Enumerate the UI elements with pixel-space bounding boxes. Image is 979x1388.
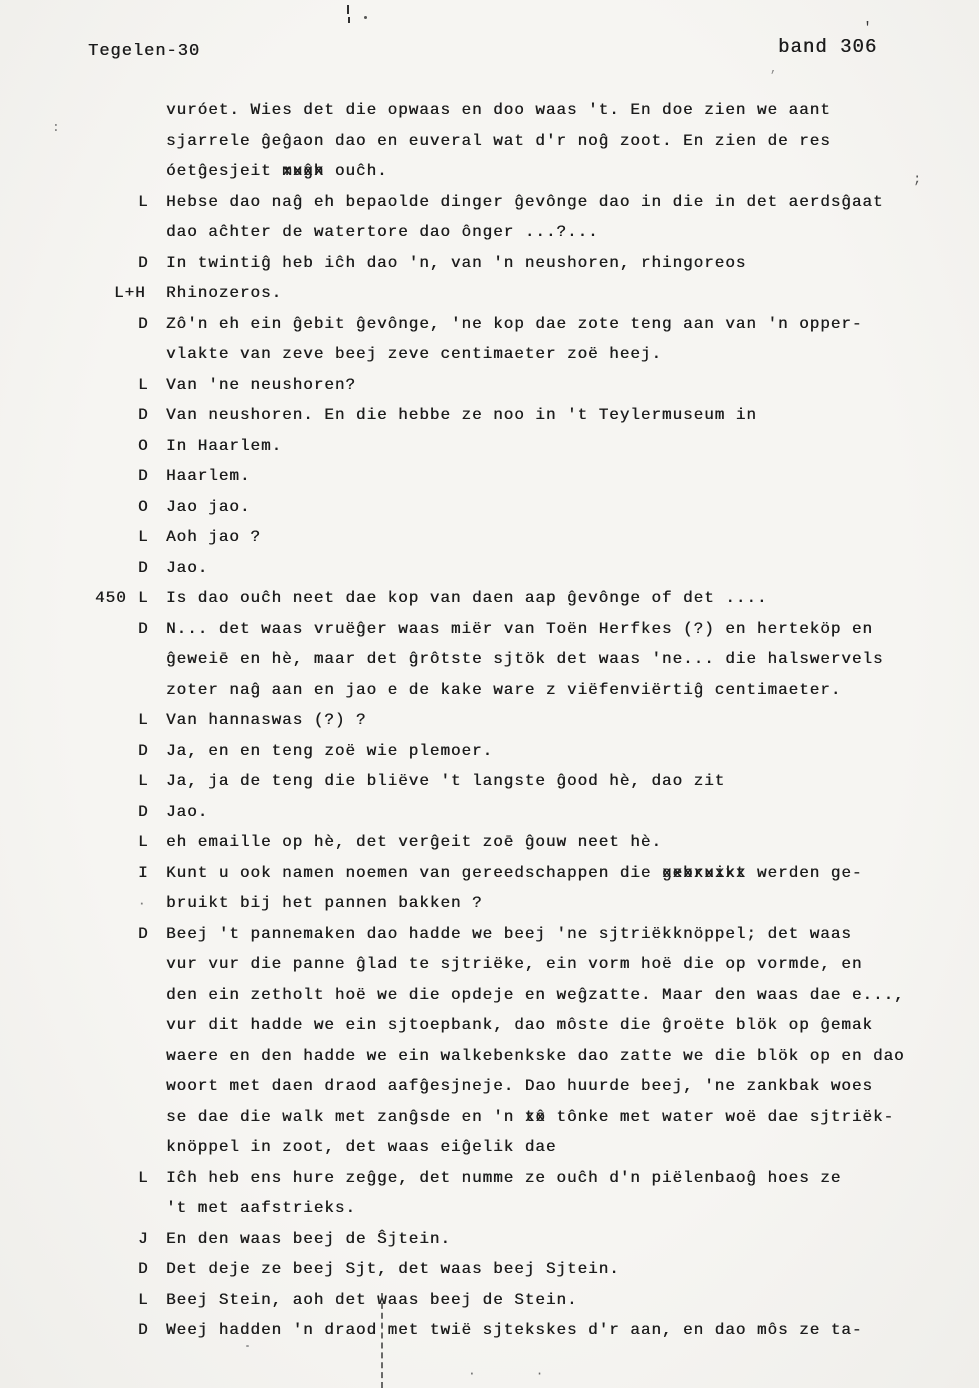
transcript-line	[0, 400, 979, 431]
speaker-label: L	[138, 833, 149, 851]
transcript-line	[0, 1132, 979, 1163]
transcript-line	[0, 156, 979, 187]
transcript-line	[0, 492, 979, 523]
line-text: Is dao ouĉh neet dae kop van daen aap ĝevônge of det ....	[166, 589, 768, 607]
stray-dot-icon	[246, 1345, 249, 1347]
text-segment: tônke met water woë dae sjtriëk-	[545, 1107, 895, 1126]
transcript-line	[0, 278, 979, 309]
transcript-line	[0, 766, 979, 797]
line-text: Jao.	[166, 558, 209, 577]
line-text: knöppel in zoot, det waas eiĝelik dae	[166, 1138, 557, 1156]
line-text: dao aĉhter de watertore dao ônger ...?...	[166, 223, 599, 241]
struck-text: muĝh xxxx	[282, 156, 324, 187]
line-text: Ja, ja de teng die bliëve 't langste ĝood hè, dao zit	[166, 772, 726, 790]
transcript-line	[0, 675, 979, 706]
speaker-label: I	[138, 863, 149, 882]
line-text: den ein zetholt hoë we die opdeje en weĝzatte. Maar den waas dae e...,	[166, 985, 905, 1004]
speaker-label: D	[138, 924, 149, 943]
transcript-line	[0, 126, 979, 157]
document-title: Tegelen-30	[88, 42, 201, 61]
text-segment: ouĉh.	[324, 162, 388, 180]
speaker-label: L	[138, 711, 149, 729]
fold-crease-line	[381, 1293, 383, 1388]
transcript-line	[0, 583, 979, 614]
speaker-label: D	[138, 1321, 149, 1339]
transcript-line	[0, 858, 979, 889]
transcript-line	[0, 1193, 979, 1224]
line-text: zoter naĝ aan en jao e de kake ware z viëfenviërtiĝ centimaeter.	[166, 680, 842, 699]
line-text: Ja, en en teng zoë wie plemoer.	[166, 741, 494, 760]
transcript-body	[0, 95, 979, 1346]
transcript-line	[0, 1254, 979, 1285]
line-text: woort met daen draod aafĝesjneje. Dao huurde beej, 'ne zankbak woes	[166, 1077, 873, 1095]
line-text: vur vur die panne ĝlad te sjtriëke, ein vorm hoë die op vormde, en	[166, 955, 863, 973]
line-text	[166, 156, 979, 187]
transcript-line	[0, 370, 979, 401]
stray-dots: · ·	[468, 1366, 570, 1381]
speaker-label: L	[138, 192, 149, 211]
speaker-label: L	[138, 375, 149, 394]
speaker-label: L	[138, 772, 149, 790]
speaker-label: D	[138, 1260, 149, 1278]
line-text: Zô'n eh ein ĝebit ĝevônge, 'ne kop dae zote teng aan van 'n opper-	[166, 314, 863, 333]
transcript-line	[0, 827, 979, 858]
speaker-label: O	[138, 497, 149, 516]
line-text: vuróet. Wies det die opwaas en doo waas 't. En doe zien we aant	[166, 101, 831, 119]
transcript-line	[0, 217, 979, 248]
stray-mark-icon	[347, 5, 349, 14]
speaker-label: D	[138, 558, 149, 577]
line-text: Hebse dao naĝ eh bepaolde dinger ĝevônge dao in die in det aerdsĝaat	[166, 192, 884, 211]
line-text: Beej 't pannemaken dao hadde we beej 'ne sjtriëkknöppel; det waas	[166, 924, 852, 943]
line-text: En den waas beej de Ŝjtein.	[166, 1229, 451, 1248]
line-text: waere en den hadde we ein walkebenkske dao zatte we die blök op en dao	[166, 1046, 905, 1065]
tape-band-number: band 306	[778, 36, 878, 58]
transcript-line	[0, 888, 979, 919]
line-text: ĝeweiē en hè, maar det ĝrôtste sjtök det waas 'ne... die halswervels	[166, 650, 884, 668]
line-text: Iĉh heb ens hure zeĝge, det numme ze ouĉh d'n piëlenbaoĝ hoes ze	[166, 1168, 842, 1187]
transcript-line	[0, 248, 979, 279]
speaker-label: J	[138, 1229, 149, 1248]
speaker-label: D	[138, 802, 149, 821]
stray-colon: :	[52, 120, 60, 135]
line-text: Weej hadden 'n draod met twië sjtekskes d'r aan, en dao môs ze ta-	[166, 1321, 863, 1339]
struck-text: tô xx	[525, 1102, 546, 1133]
speaker-label: L	[138, 589, 149, 607]
line-text: Van neushoren. En die hebbe ze noo in 't Teylermuseum in	[166, 406, 757, 424]
line-text: In Haarlem.	[166, 436, 283, 455]
text-segment: se dae die walk met zanĝsde en 'n	[166, 1107, 525, 1126]
stray-dot-icon	[364, 16, 367, 19]
text-segment: werden ge-	[746, 863, 863, 882]
speaker-label: L	[138, 1168, 149, 1187]
stray-apostrophe: '	[863, 20, 873, 37]
transcript-line	[0, 797, 979, 828]
line-text: Van 'ne neushoren?	[166, 375, 356, 394]
transcript-line	[0, 95, 979, 126]
line-text: Det deje ze beej Sjt, det waas beej Sjtein.	[166, 1260, 620, 1278]
transcript-line	[0, 1285, 979, 1316]
speaker-label: L	[138, 1290, 149, 1309]
transcript-line	[0, 705, 979, 736]
stray-comma: ,	[770, 62, 778, 76]
transcript-line	[0, 461, 979, 492]
line-text: 't met aafstrieks.	[166, 1199, 356, 1217]
line-text: Jao jao.	[166, 497, 251, 516]
line-text: Beej Stein, aoh det waas beej de Stein.	[166, 1290, 578, 1309]
speaker-label: O	[138, 436, 149, 455]
speaker-label: D	[138, 253, 149, 272]
speaker-label: D	[138, 406, 149, 424]
transcript-line	[0, 980, 979, 1011]
transcript-line	[0, 644, 979, 675]
transcript-line	[0, 1102, 979, 1133]
line-text: Jao.	[166, 802, 209, 821]
line-text: Aoh jao ?	[166, 528, 261, 546]
line-text	[166, 858, 979, 889]
transcript-line	[0, 431, 979, 462]
text-segment: óetĝesjeit	[166, 162, 283, 180]
line-text: Van hannaswas (?) ?	[166, 711, 367, 729]
line-text: sjarrele ĝeĝaon dao en euveral wat d'r noĝ zoot. En zien de res	[166, 131, 831, 150]
line-text: vur dit hadde we ein sjtoepbank, dao môste die ĝroëte blök op ĝemak	[166, 1016, 873, 1034]
stray-semicolon: ;	[913, 172, 922, 188]
transcript-line	[0, 1041, 979, 1072]
transcript-line	[0, 553, 979, 584]
speaker-label: D	[138, 467, 149, 485]
transcript-line	[0, 1071, 979, 1102]
transcript-line	[0, 309, 979, 340]
speaker-label: D	[138, 741, 149, 760]
line-text: N... det waas vruëĝer waas miër van Toën Herfkes (?) en herteköp en	[166, 619, 873, 638]
speaker-label: ·	[138, 897, 147, 911]
line-text	[166, 1102, 979, 1133]
line-number: 450	[95, 589, 127, 607]
text-segment: Kunt u ook namen noemen van gereedschappen die	[166, 863, 662, 882]
speaker-label: D	[138, 619, 149, 638]
line-text: bruikt bij het pannen bakken ?	[166, 894, 483, 912]
transcript-line	[0, 614, 979, 645]
speaker-label: D	[138, 314, 149, 333]
line-text: Rhinozeros.	[166, 284, 283, 302]
transcript-line	[0, 919, 979, 950]
transcript-line	[0, 522, 979, 553]
transcript-line	[0, 1315, 979, 1346]
speaker-label: L	[138, 528, 149, 546]
struck-text: gebruikt xxxxxxxx	[662, 858, 746, 889]
transcript-line	[0, 949, 979, 980]
line-text: Haarlem.	[166, 467, 251, 485]
line-text: eh emaille op hè, det verĝeit zoē ĝouw neet hè.	[166, 833, 662, 851]
speaker-label: L+H	[114, 284, 146, 302]
transcript-line	[0, 736, 979, 767]
transcript-line	[0, 339, 979, 370]
line-text: vlakte van zeve beej zeve centimaeter zoë heej.	[166, 345, 662, 363]
transcript-line	[0, 1224, 979, 1255]
transcript-line	[0, 187, 979, 218]
transcript-line	[0, 1010, 979, 1041]
stray-mark-icon	[348, 17, 350, 23]
transcript-line	[0, 1163, 979, 1194]
line-text: In twintiĝ heb iĉh dao 'n, van 'n neushoren, rhingoreos	[166, 253, 747, 272]
